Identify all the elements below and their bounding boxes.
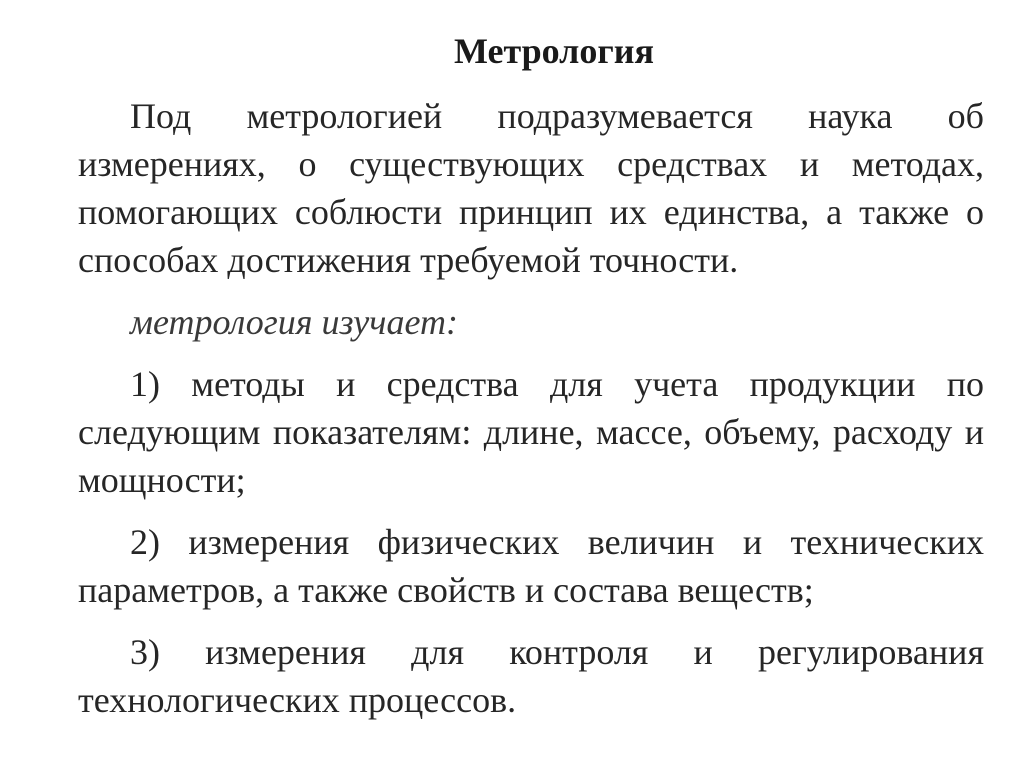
subheading-italic: метрология изучает:	[130, 302, 458, 342]
list-item-3: 3) измерения для контроля и регулирования технологических процессов.	[78, 632, 984, 720]
list-item-1: 1) методы и средства для учета продукции по следующим показателям: длине, массе, объему, расходу и мощности;	[78, 364, 984, 500]
list-item-2: 2) измерения физических величин и технических параметров, а также свойств и состава веществ;	[78, 522, 984, 610]
document-body	[78, 92, 984, 738]
page-title: Метрология	[454, 31, 654, 71]
definition-paragraph: Под метрологией подразумевается наука об измерениях, о существующих средствах и методах, помогающих соблюсти принцип их единства, а также о способах достижения требуемой точности.	[78, 96, 984, 280]
